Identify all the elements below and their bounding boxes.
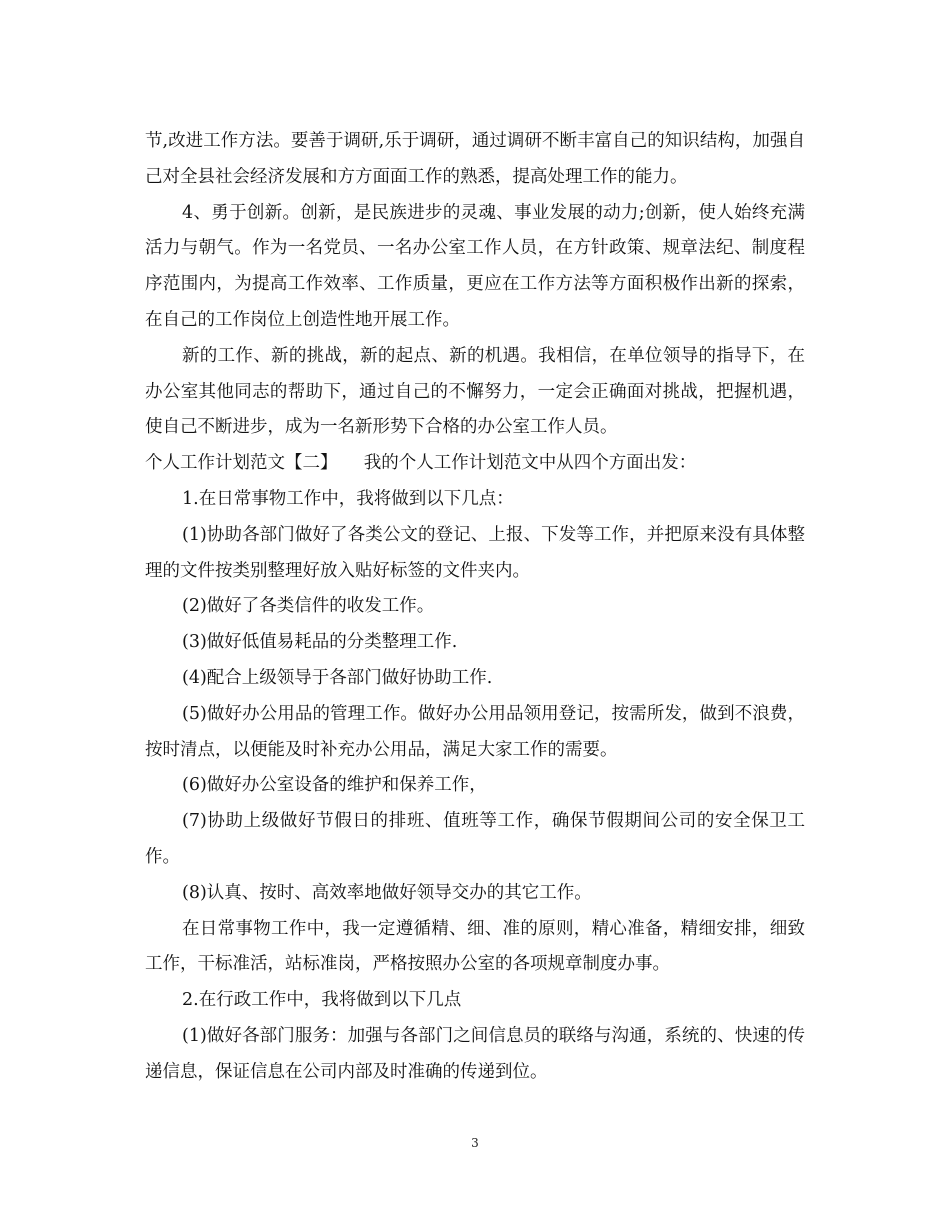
paragraph-admin-work-intro: 2.在行政工作中，我将做到以下几点 [182,990,462,1011]
paragraph-daily-work-summary: 在日常事物工作中，我一定遵循精、细、准的原则，精心准备，精细安排，细致工作，干标准活，站标准岗，严格按照办公室的各项规章制度办事。 [145,918,805,975]
list-item-5: (5)做好办公用品的管理工作。做好办公用品领用登记，按需所发，做到不浪费，按时清点，以便能及时补充办公用品，满足大家工作的需要。 [145,703,805,760]
list-item-8: (8)认真、按时、高效率地做好领导交办的其它工作。 [182,882,592,903]
list-item-admin-1: (1)做好各部门服务：加强与各部门之间信息员的联络与沟通，系统的、快速的传递信息，保证信息在公司内部及时准确的传递到位。 [145,1025,805,1082]
list-item-1: (1)协助各部门做好了各类公文的登记、上报、下发等工作，并把原来没有具体整理的文件按类别整理好放入贴好标签的文件夹内。 [145,524,805,581]
list-item-2: (2)做好了各类信件的收发工作。 [182,596,435,617]
paragraph-innovation: 4、勇于创新。创新，是民族进步的灵魂、事业发展的动力;创新，使人始终充满活力与朝气。作为一名党员、一名办公室工作人员，在方针政策、规章法纪、制度程序范围内，为提高工作效率、工作质量，更应在工作方法等方面积极作出新的探索，在自己的工作岗位上创造性地开展工作。 [145,202,805,330]
document-body [145,124,805,1091]
paragraph-daily-work-intro: 1.在日常事物工作中，我将做到以下几点： [182,488,514,509]
list-item-7: (7)协助上级做好节假日的排班、值班等工作，确保节假期间公司的安全保卫工作。 [145,811,805,867]
page-number: 3 [471,1136,479,1150]
paragraph-new-challenge: 新的工作、新的挑战，新的起点、新的机遇。我相信，在单位领导的指导下，在办公室其他同志的帮助下，通过自己的不懈努力，一定会正确面对挑战，把握机遇，使自己不断进步，成为一名新形势下合格的办公室工作人员。 [145,345,805,438]
list-item-3: (3)做好低值易耗品的分类整理工作. [182,632,458,653]
section-heading-plan-two: 个人工作计划范文【二】 我的个人工作计划范文中从四个方面出发： [145,453,697,474]
list-item-4: (4)配合上级领导于各部门做好协助工作. [182,667,493,688]
list-item-6: (6)做好办公室设备的维护和保养工作， [182,775,487,796]
paragraph-continuation: 节,改进工作方法。要善于调研,乐于调研，通过调研不断丰富自己的知识结构，加强自己对全县社会经济发展和方方面面工作的熟悉，提高处理工作的能力。 [145,131,805,187]
